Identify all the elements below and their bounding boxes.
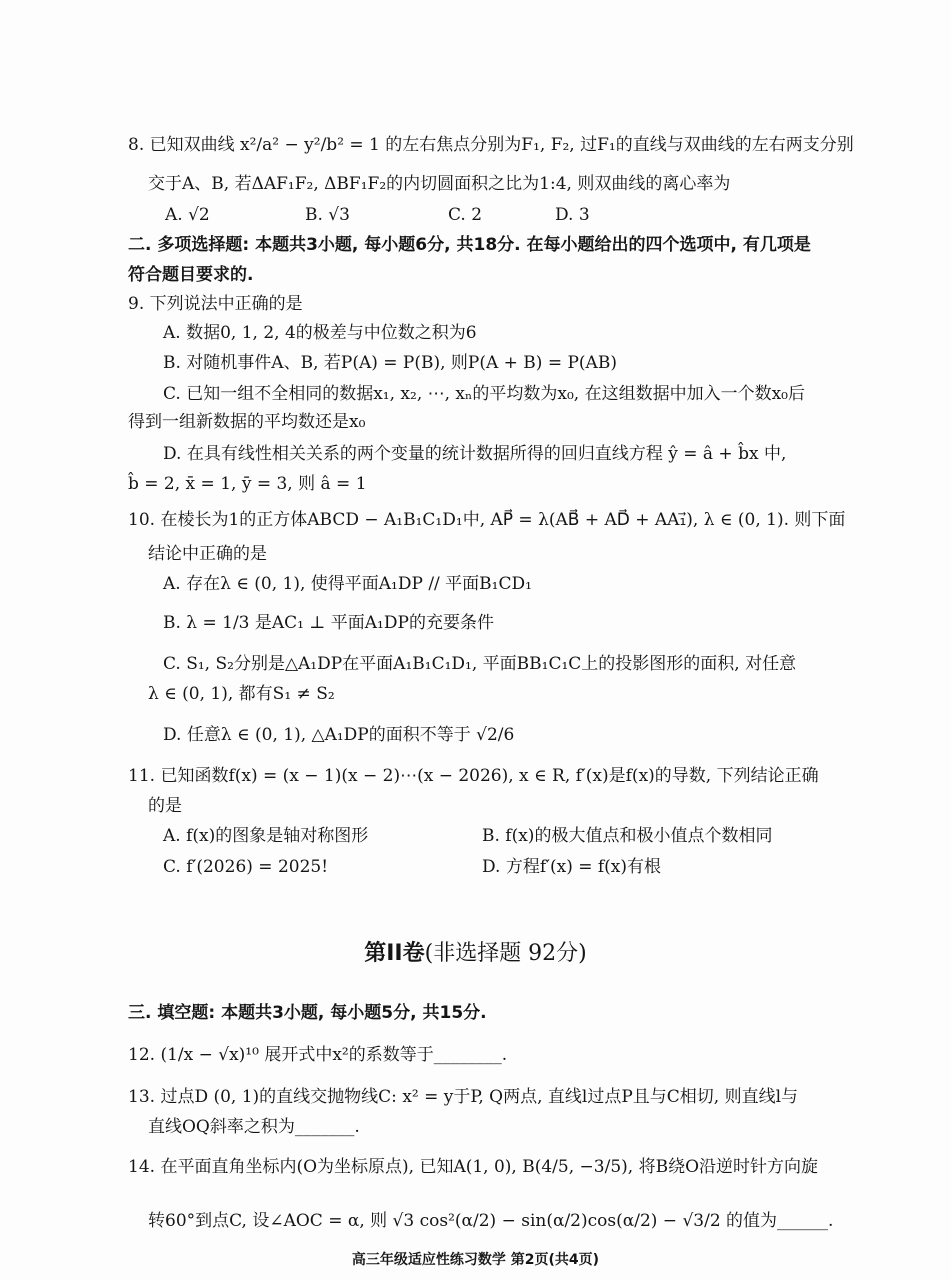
section2-heading-line1: 二. 多项选择题: 本题共3小题, 每小题6分, 共18分. 在每小题给出的四个选项中, 有几项是 [128,235,811,255]
part2-title-bold: 第II卷 [364,941,425,966]
section3-heading: 三. 填空题: 本题共3小题, 每小题5分, 共15分. [128,1003,487,1023]
q9-option-c-line2: 得到一组新数据的平均数还是x₀ [128,412,366,432]
q8-option-b: B. √3 [305,205,350,225]
q8-line1: 8. 已知双曲线 x²/a² − y²/b² = 1 的左右焦点分别为F₁, F₂, 过F₁的直线与双曲线的左右两支分别 [128,135,854,155]
q11-option-c: C. f′(2026) = 2025! [163,857,329,877]
q11-option-d: D. 方程f′(x) = f(x)有根 [482,857,662,877]
q9-option-a: A. 数据0, 1, 2, 4的极差与中位数之积为6 [163,323,477,343]
q10-option-d: D. 任意λ ∈ (0, 1), △A₁DP的面积不等于 √2/6 [163,725,515,745]
section2-heading-line2: 符合题目要求的. [128,265,254,285]
part2-title-rest: (非选择题 92分) [424,941,587,966]
q8-option-a: A. √2 [165,205,210,225]
q10-stem-line2: 结论中正确的是 [148,544,267,564]
page-footer: 高三年级适应性练习数学 第2页(共4页) [351,1252,600,1268]
q11-option-a: A. f(x)的图象是轴对称图形 [163,826,369,846]
q13-line1: 13. 过点D (0, 1)的直线交抛物线C: x² = y于P, Q两点, 直线l过点P且与C相切, 则直线l与 [128,1087,799,1107]
q12: 12. (1/x − √x)¹⁰ 展开式中x²的系数等于________. [128,1045,508,1065]
q14-line1: 14. 在平面直角坐标内(O为坐标原点), 已知A(1, 0), B(4/5, −3/5), 将B绕O沿逆时针方向旋 [128,1157,819,1177]
q8-option-c: C. 2 [448,205,483,225]
q10-option-c-line1: C. S₁, S₂分别是△A₁DP在平面A₁B₁C₁D₁, 平面BB₁C₁C上的投影图形的面积, 对任意 [163,654,797,674]
q9-stem: 9. 下列说法中正确的是 [128,294,303,314]
q11-option-b: B. f(x)的极大值点和极小值点个数相同 [482,826,773,846]
q8-line2: 交于A、B, 若ΔAF₁F₂, ΔBF₁F₂的内切圆面积之比为1:4, 则双曲线的离心率为 [148,174,731,194]
q11-stem-line2: 的是 [148,796,182,816]
q9-option-d-line2: b̂ = 2, x̄ = 1, ȳ = 3, 则 â = 1 [128,474,367,494]
q10-option-b: B. λ = 1/3 是AC₁ ⊥ 平面A₁DP的充要条件 [163,613,494,633]
q13-line2: 直线OQ斜率之积为_______. [148,1117,360,1137]
part2-title [0,942,951,966]
q10-option-c-line2: λ ∈ (0, 1), 都有S₁ ≠ S₂ [148,684,335,704]
q9-option-c-line1: C. 已知一组不全相同的数据x₁, x₂, ⋯, xₙ的平均数为x₀, 在这组数据中加入一个数x₀后 [163,384,805,404]
q9-option-d-line1: D. 在具有线性相关关系的两个变量的统计数据所得的回归直线方程 ŷ = â + b̂x 中, [163,444,787,464]
q10-stem-line1: 10. 在棱长为1的正方体ABCD − A₁B₁C₁D₁中, AP⃗ = λ(AB⃗ + AD⃗ + AA₁⃗), λ ∈ (0, 1). 则下面 [128,510,846,530]
q9-option-b: B. 对随机事件A、B, 若P(A) = P(B), 则P(A + B) = P(AB) [163,353,617,373]
q10-option-a: A. 存在λ ∈ (0, 1), 使得平面A₁DP // 平面B₁CD₁ [163,574,532,594]
q11-stem-line1: 11. 已知函数f(x) = (x − 1)(x − 2)⋯(x − 2026), x ∈ R, f′(x)是f(x)的导数, 下列结论正确 [128,766,819,786]
q8-option-d: D. 3 [555,205,590,225]
q14-line2: 转60°到点C, 设∠AOC = α, 则 √3 cos²(α/2) − sin(α/2)cos(α/2) − √3/2 的值为______. [148,1211,834,1231]
